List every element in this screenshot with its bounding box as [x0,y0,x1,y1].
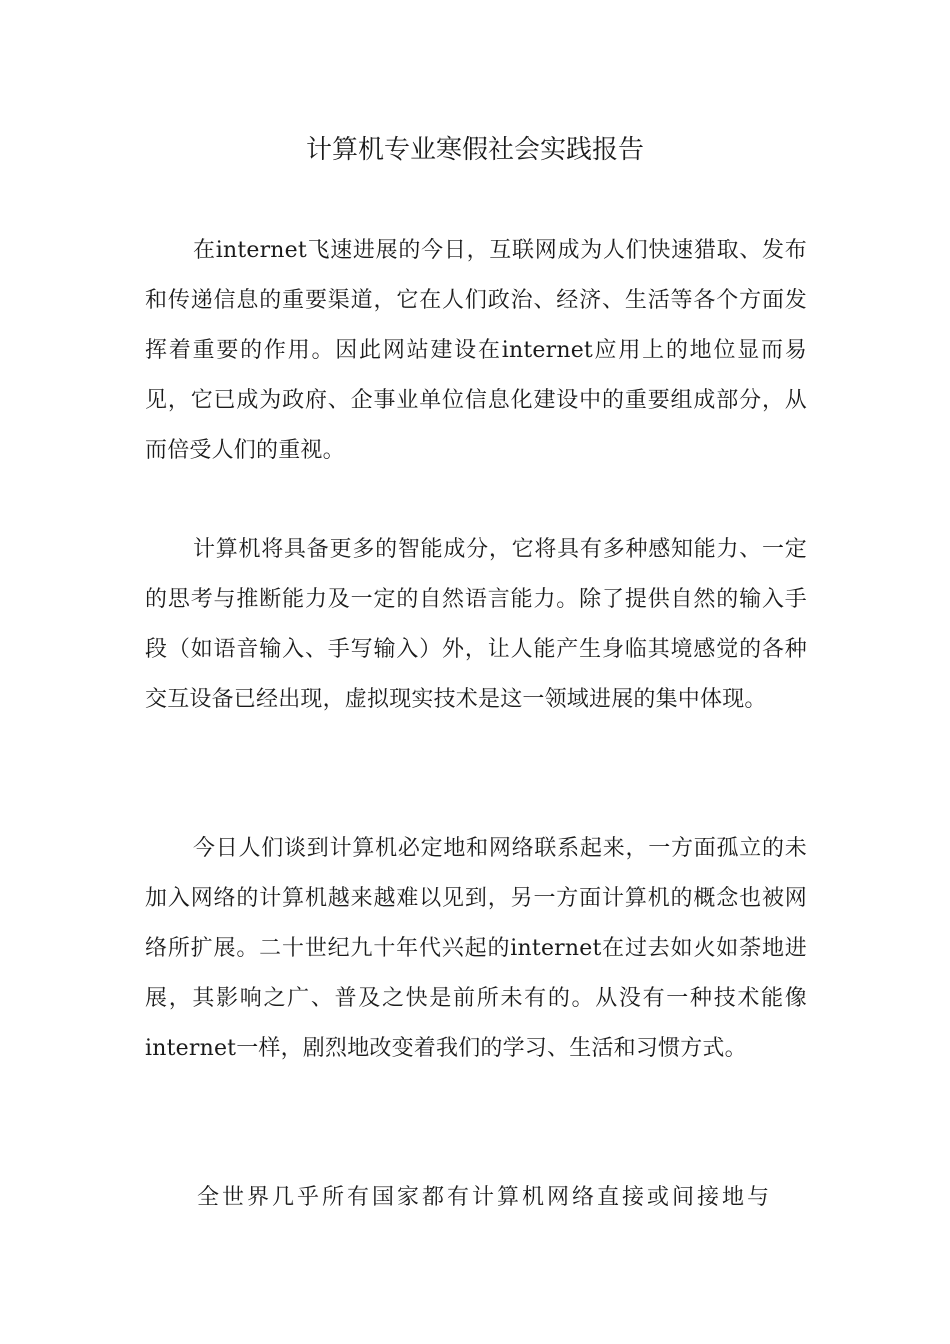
paragraph-1: 在internet飞速进展的今日，互联网成为人们快速猎取、发布和传递信息的重要渠道，它在人们政治、经济、生活等各个方面发挥着重要的作用。因此网站建设在internet应用上的地位显而易见，它已成为政府、企事业单位信息化建设中的重要组成部分，从而倍受人们的重视。 [145,238,807,463]
paragraph-3: 今日人们谈到计算机必定地和网络联系起来，一方面孤立的未加入网络的计算机越来越难以见到，另一方面计算机的概念也被网络所扩展。二十世纪九十年代兴起的internet在过去如火如荼地进展，其影响之广、普及之快是前所未有的。从没有一种技术能像internet一样，剧烈地改变着我们的学习、生活和习惯方式。 [145,836,807,1061]
paragraph-2: 计算机将具备更多的智能成分，它将具有多种感知能力、一定的思考与推断能力及一定的自然语言能力。除了提供自然的输入手段（如语音输入、手写输入）外，让人能产生身临其境感觉的各种交互设备已经出现，虚拟现实技术是这一领域进展的集中体现。 [145,537,807,712]
document-title: 计算机专业寒假社会实践报告 [305,135,644,165]
paragraph-4: 全世界几乎所有国家都有计算机网络直接或间接地与 [197,1185,773,1210]
